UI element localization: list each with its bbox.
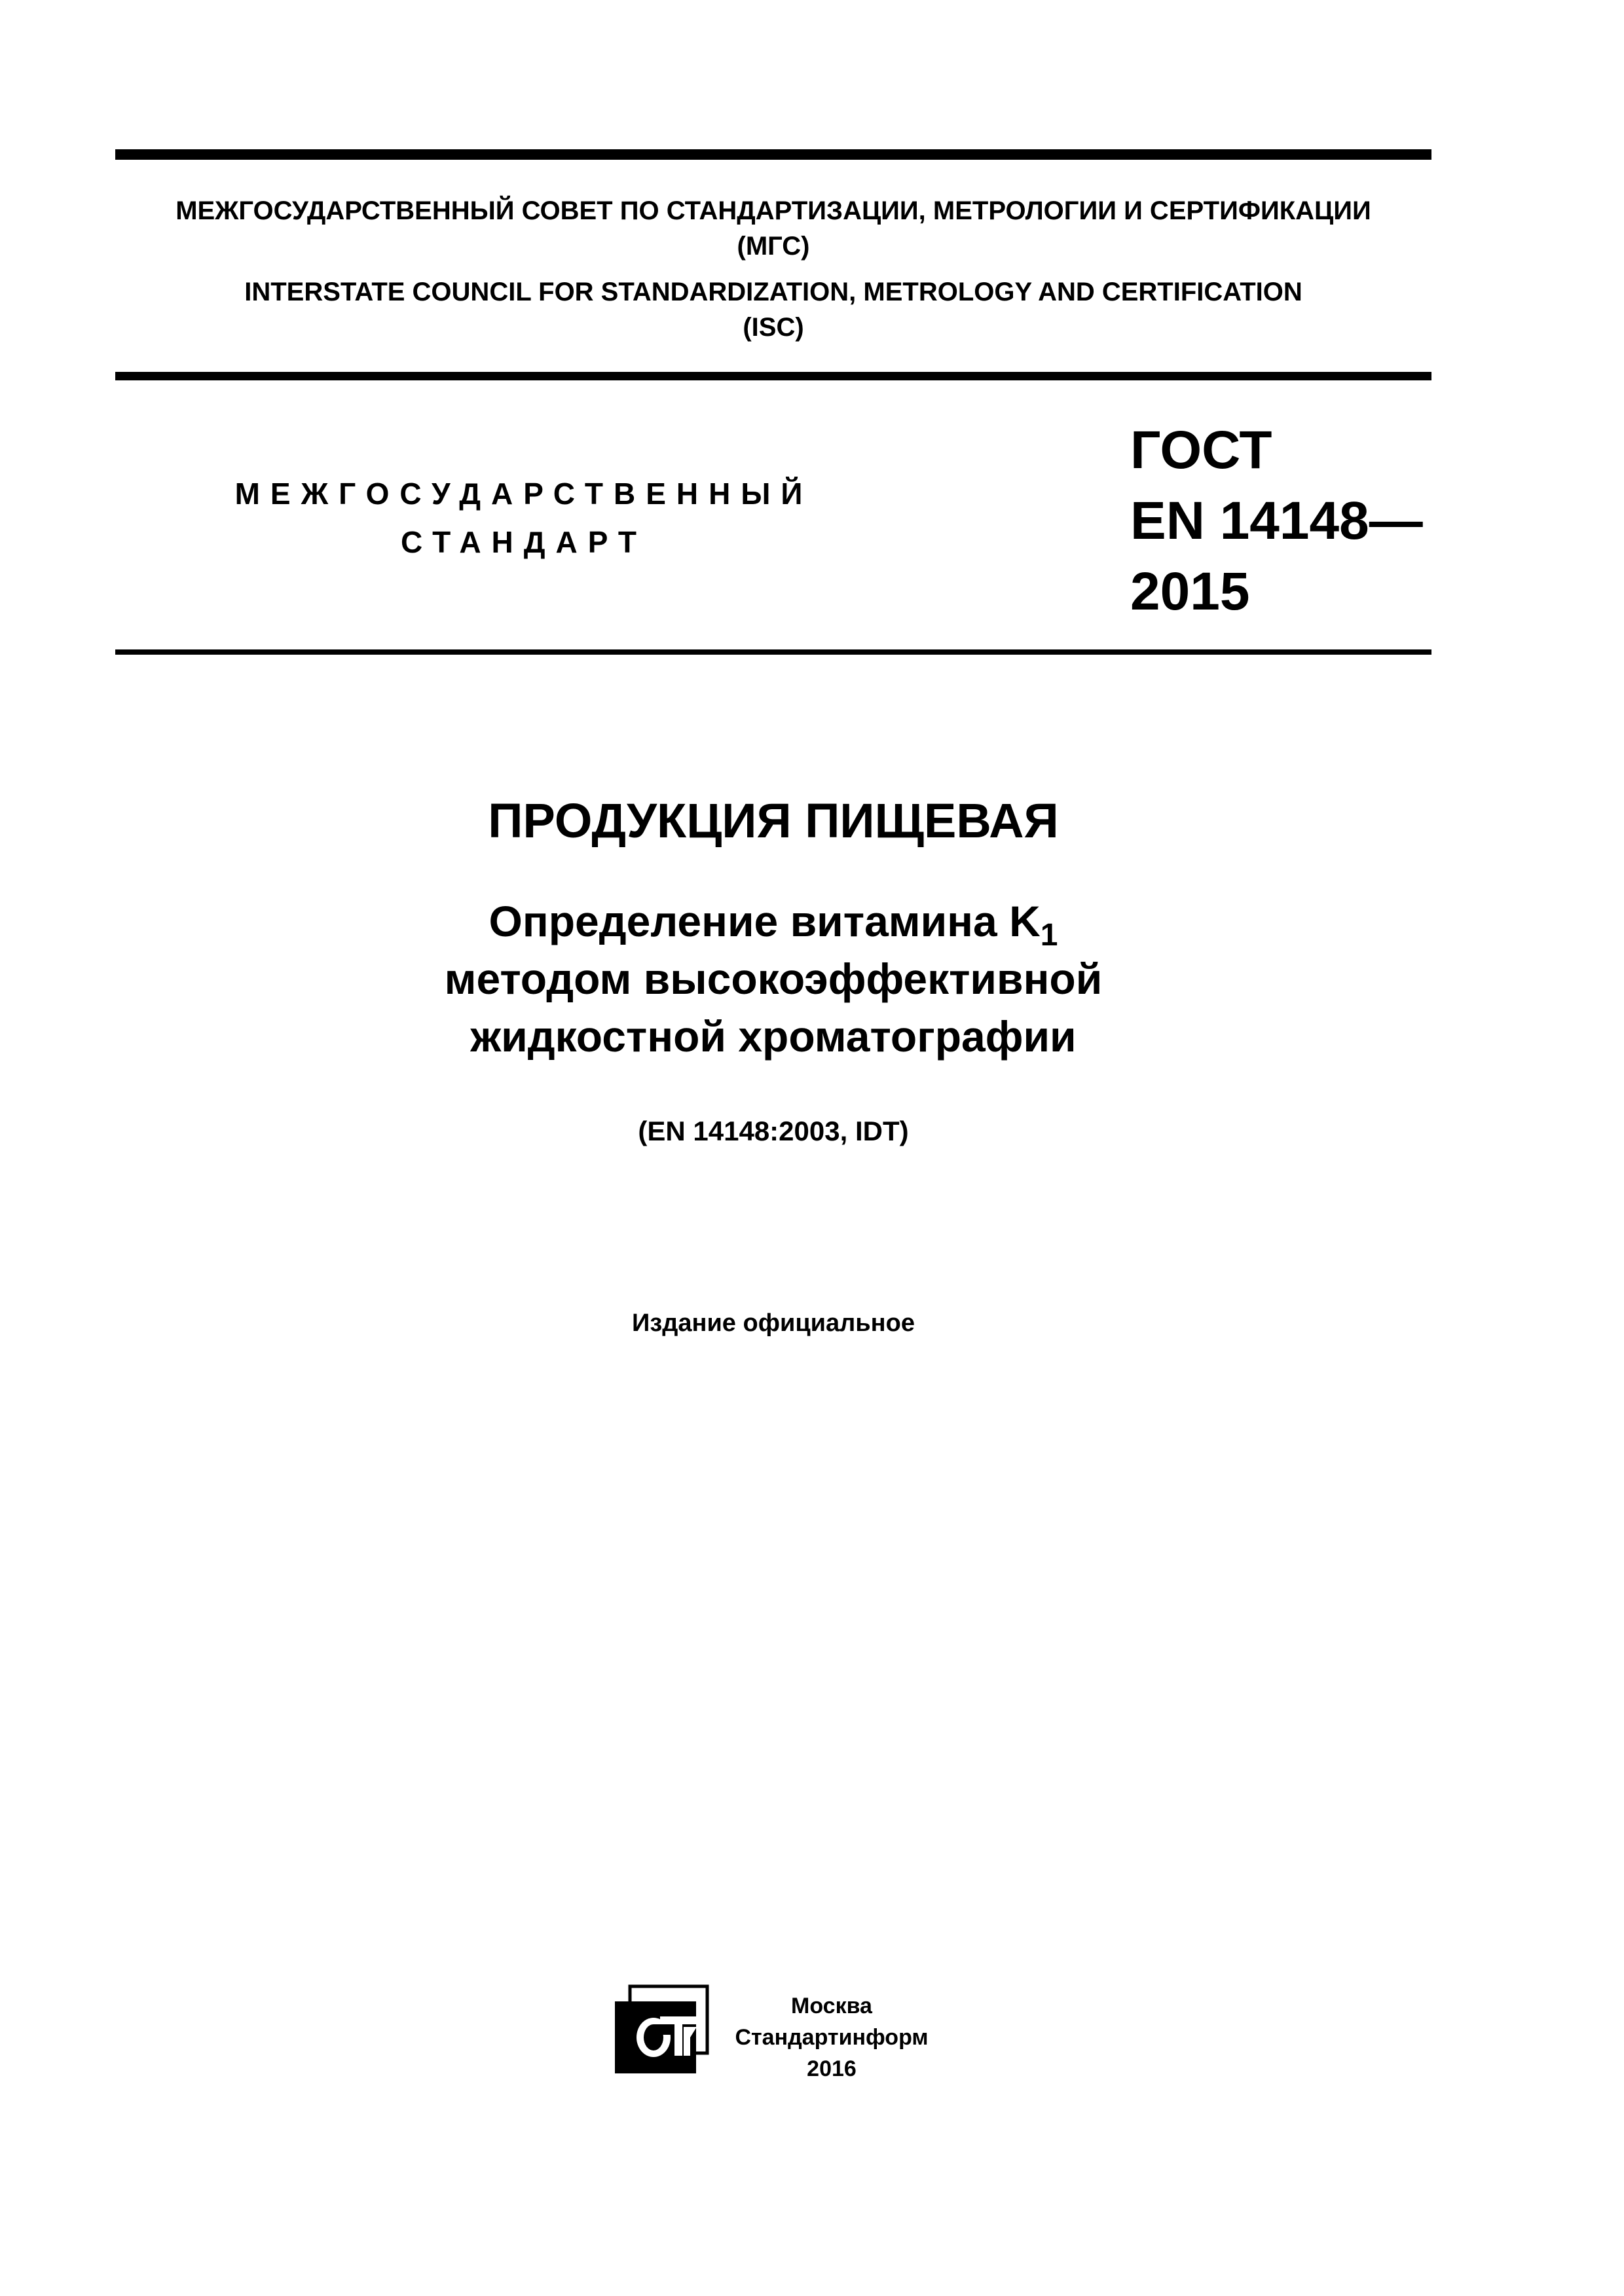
- top-rule: [115, 149, 1431, 160]
- council-name-en: INTERSTATE COUNCIL FOR STANDARDIZATION, METROLOGY AND CERTIFICATION: [244, 278, 1302, 306]
- standard-type-line1: МЕЖГОСУДАРСТВЕННЫЙ: [234, 477, 813, 511]
- document-title: ПРОДУКЦИЯ ПИЩЕВАЯ: [488, 793, 1059, 848]
- designation-rule: [115, 649, 1431, 655]
- subtitle-text: Определение витамина K: [489, 897, 1041, 945]
- edition-note: Издание официальное: [632, 1309, 915, 1337]
- publisher-year: 2016: [807, 2056, 857, 2081]
- council-abbr-en: (ISC): [743, 313, 804, 342]
- council-name-ru: МЕЖГОСУДАРСТВЕННЫЙ СОВЕТ ПО СТАНДАРТИЗАЦИИ, МЕТРОЛОГИИ И СЕРТИФИКАЦИИ: [175, 196, 1371, 225]
- publisher-name: Стандартинформ: [735, 2025, 929, 2050]
- header-rule: [115, 372, 1431, 380]
- designation-line1: ГОСТ: [1130, 420, 1272, 480]
- standard-type-line2: СТАНДАРТ: [401, 525, 647, 559]
- standard-designation: [1130, 415, 1423, 627]
- publisher-logo-icon: [613, 1984, 710, 2075]
- document-subtitle-line1: [115, 896, 1431, 953]
- designation-line2: EN 14148—: [1130, 491, 1423, 551]
- document-subtitle-line2: методом высокоэффективной: [444, 955, 1103, 1003]
- en-reference: (EN 14148:2003, IDT): [638, 1116, 909, 1146]
- document-subtitle-line3: жидкостной хроматографии: [470, 1012, 1077, 1061]
- council-abbr-ru: (МГС): [737, 232, 810, 261]
- publisher-info: [720, 1990, 943, 2085]
- subtitle-subscript: 1: [1040, 918, 1058, 953]
- publisher-city: Москва: [791, 1994, 872, 2018]
- publisher-logo-svg: [613, 1984, 710, 2075]
- designation-line3: 2015: [1130, 562, 1250, 621]
